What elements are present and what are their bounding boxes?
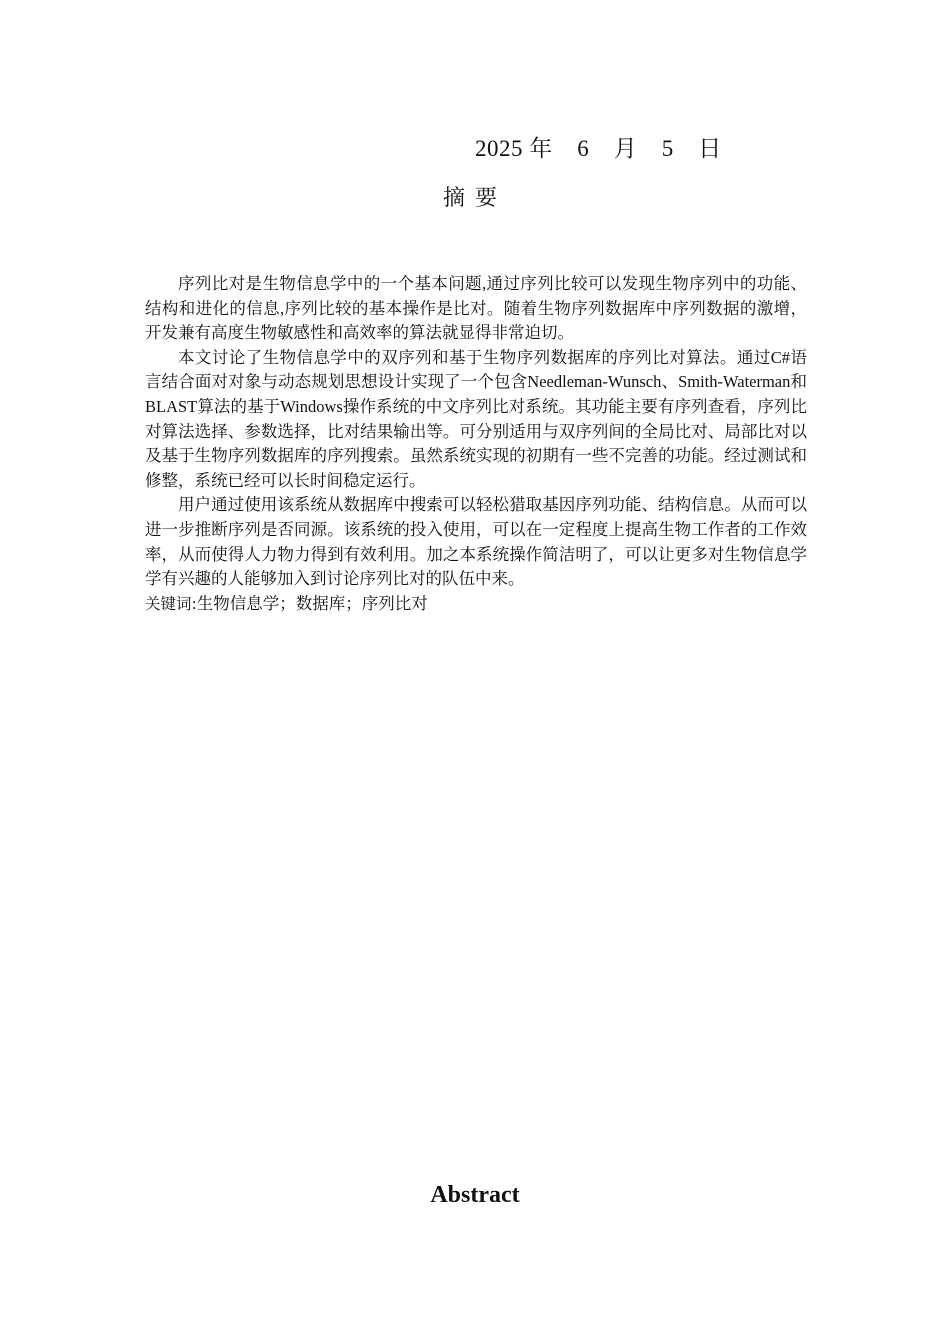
date-day-unit: 日 [698,136,722,161]
keywords-label: 关键词: [145,594,197,613]
date-month-unit: 月 [613,136,638,161]
abstract-body-cn [145,272,807,616]
abstract-paragraph: 序列比对是生物信息学中的一个基本问题,通过序列比较可以发现生物序列中的功能、结构和进化的信息,序列比较的基本操作是比对。随着生物序列数据库中序列数据的激增，开发兼有高度生物敏感性和高效率的算法就显得非常迫切。 [145,274,807,343]
abstract-paragraph: 本文讨论了生物信息学中的双序列和基于生物序列数据库的序列比对算法。通过C#语言结合面对对象与动态规划思想设计实现了一个包含Needleman-Wunsch、Smith-Waterman和BLAST算法的基于Windows操作系统的中文序列比对系统。其功能主要有序列查看，序列比对算法选择、参数选择，比对结果输出等。可分别适用与双序列间的全局比对、局部比对以及基于生物序列数据库的序列搜索。虽然系统实现的初期有一些不完善的功能。经过测试和修整，系统已经可以长时间稳定运行。 [145,347,807,490]
abstract-heading-en: Abstract [430,1182,520,1208]
date-year: 2025 [475,136,523,161]
date-day: 5 [661,136,674,161]
abstract-paragraph: 用户通过使用该系统从数据库中搜索可以轻松猎取基因序列功能、结构信息。从而可以进一步推断序列是否同源。该系统的投入使用，可以在一定程度上提高生物工作者的工作效率，从而使得人力物力得到有效利用。加之本系统操作简洁明了，可以让更多对生物信息学学有兴趣的人能够加入到讨论序列比对的队伍中来。 [145,495,807,589]
keywords-line [145,592,807,617]
abstract-heading-cn: 摘要 [442,186,507,211]
date-line [475,134,722,164]
date-year-unit: 年 [529,136,553,161]
date-month: 6 [577,136,590,161]
keywords-text: 生物信息学；数据库；序列比对 [196,593,428,613]
